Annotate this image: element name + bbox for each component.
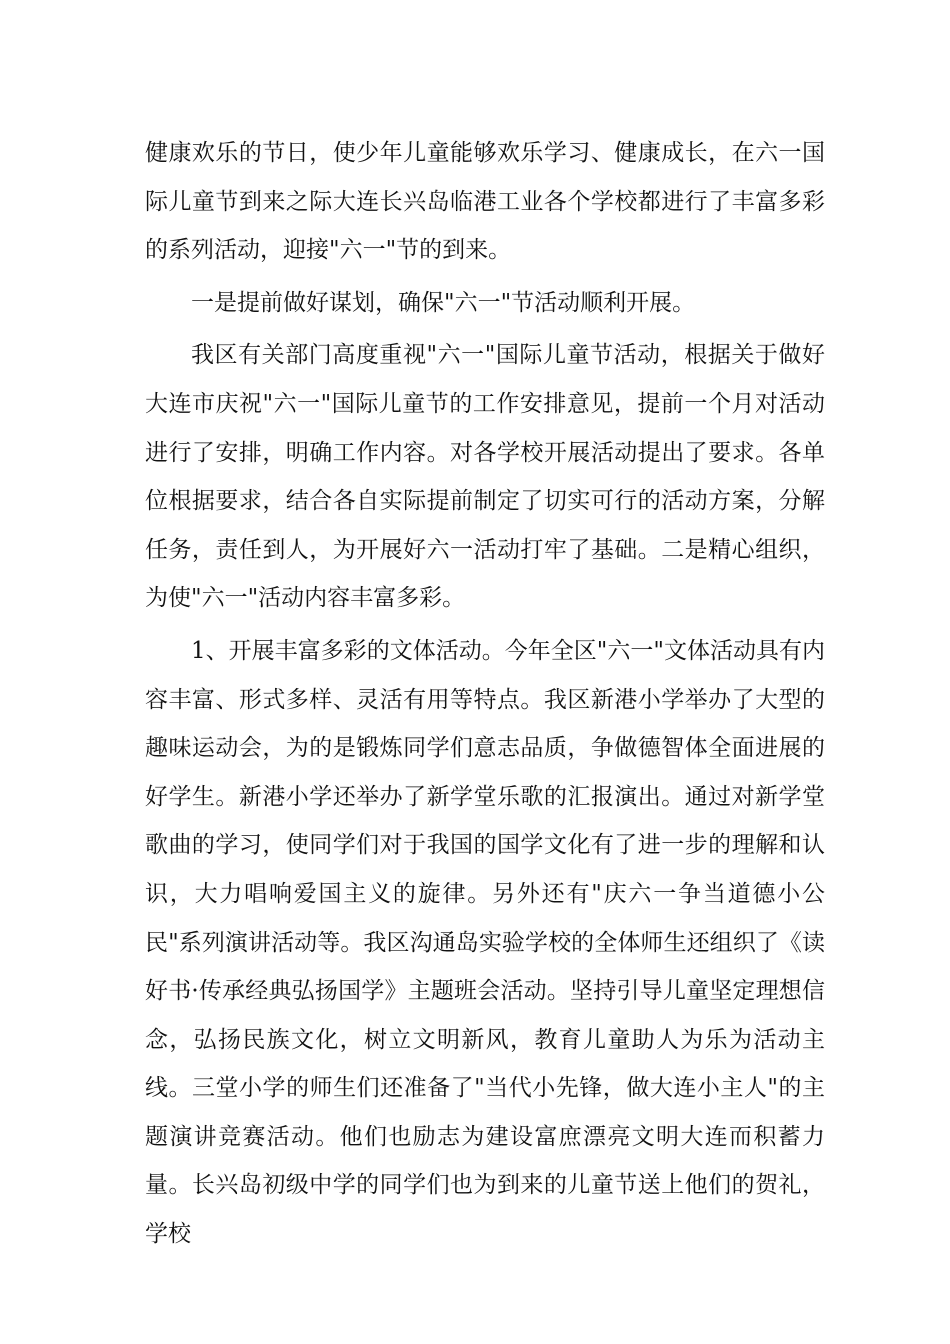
paragraph-planning: 我区有关部门高度重视"六一"国际儿童节活动，根据关于做好大连市庆祝"六一"国际儿童节的工作安排意见，提前一个月对活动进行了安排，明确工作内容。对各学校开展活动提出了要求。各单位根据要求，结合各自实际提前制定了切实可行的活动方案，分解任务，责任到人，为开展好六一活动打牢了基础。二是精心组织，为使"六一"活动内容丰富多彩。 bbox=[145, 342, 825, 612]
paragraph-intro-continuation: 健康欢乐的节日，使少年儿童能够欢乐学习、健康成长，在六一国际儿童节到来之际大连长兴岛临港工业各个学校都进行了丰富多彩的系列活动，迎接"六一"节的到来。 bbox=[145, 140, 825, 264]
paragraph-activities: 1、开展丰富多彩的文体活动。今年全区"六一"文体活动具有内容丰富、形式多样、灵活有用等特点。我区新港小学举办了大型的趣味运动会，为的是锻炼同学们意志品质，争做德智体全面进展的好学生。新港小学还举办了新学堂乐歌的汇报演出。通过对新学堂歌曲的学习，使同学们对于我国的国学文化有了进一步的理解和认识，大力唱响爱国主义的旋律。另外还有"庆六一争当道德小公民"系列演讲活动等。我区沟通岛实验学校的全体师生还组织了《读好书·传承经典弘扬国学》主题班会活动。坚持引导儿童坚定理想信念，弘扬民族文化，树立文明新风，教育儿童助人为乐为活动主线。三堂小学的师生们还准备了"当代小先锋，做大连小主人"的主题演讲竞赛活动。他们也励志为建设富庶漂亮文明大连而积蓄力量。长兴岛初级中学的同学们也为到来的儿童节送上他们的贺礼，学校 bbox=[145, 637, 825, 1248]
paragraph-heading-one: 一是提前做好谋划，确保"六一"节活动顺利开展。 bbox=[191, 289, 696, 316]
document-body bbox=[145, 129, 825, 1259]
